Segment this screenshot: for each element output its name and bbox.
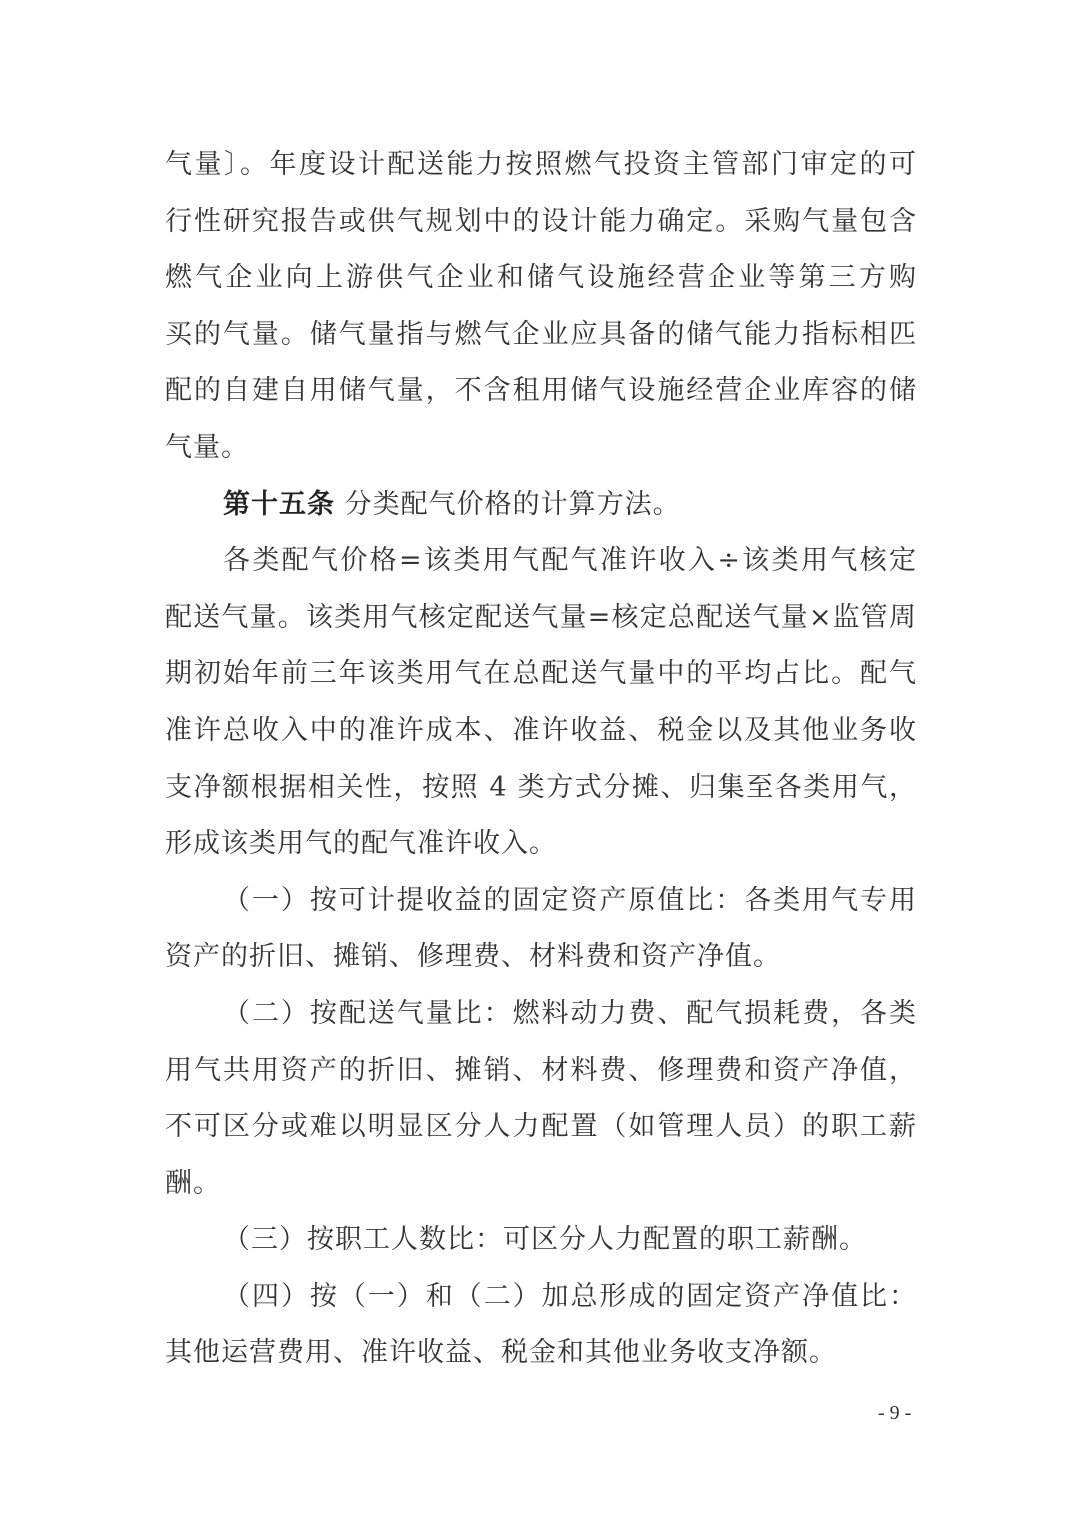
text-line: 酬。 bbox=[165, 1167, 221, 1199]
text-line: （一）按可计提收益的固定资产原值比：各类用气专用 bbox=[223, 884, 917, 916]
text-line: 准许总收入中的准许成本、准许收益、税金以及其他业务收 bbox=[165, 714, 917, 746]
text-line: 支净额根据相关性，按照 4 类方式分摊、归集至各类用气， bbox=[165, 771, 917, 803]
text-line: 配的自建自用储气量，不含租用储气设施经营企业库容的储 bbox=[165, 375, 917, 407]
text-line: 配送气量。该类用气核定配送气量=核定总配送气量×监管周 bbox=[165, 601, 917, 633]
text-line: 期初始年前三年该类用气在总配送气量中的平均占比。配气 bbox=[165, 658, 917, 690]
text-line: 各类配气价格=该类用气配气准许收入÷该类用气核定 bbox=[223, 545, 917, 577]
document-body bbox=[165, 137, 917, 1382]
text-line: 其他运营费用、准许收益、税金和其他业务收支净额。 bbox=[165, 1337, 837, 1369]
text-line: 燃气企业向上游供气企业和储气设施经营企业等第三方购 bbox=[165, 262, 917, 294]
article-number: 第十五条 bbox=[223, 488, 335, 520]
text-line: （二）按配送气量比：燃料动力费、配气损耗费，各类 bbox=[223, 997, 917, 1029]
text-line: 气量。 bbox=[165, 431, 249, 463]
text-line: （四）按（一）和（二）加总形成的固定资产净值比： bbox=[223, 1280, 917, 1312]
text-line: 不可区分或难以明显区分人力配置（如管理人员）的职工薪 bbox=[165, 1111, 917, 1143]
page-number: - 9 - bbox=[878, 1402, 912, 1424]
text-line: 气量〕。年度设计配送能力按照燃气投资主管部门审定的可 bbox=[165, 149, 917, 180]
text-line: 行性研究报告或供气规划中的设计能力确定。采购气量包含 bbox=[165, 205, 917, 237]
text-line: 买的气量。储气量指与燃气企业应具备的储气能力指标相匹 bbox=[165, 318, 917, 350]
text-line: （三）按职工人数比：可区分人力配置的职工薪酬。 bbox=[223, 1224, 867, 1256]
text-line: 资产的折旧、摊销、修理费、材料费和资产净值。 bbox=[165, 941, 781, 973]
article-heading bbox=[165, 477, 917, 534]
article-title: 分类配气价格的计算方法。 bbox=[335, 488, 681, 520]
text-line: 形成该类用气的配气准许收入。 bbox=[165, 828, 557, 860]
text-line: 用气共用资产的折旧、摊销、材料费、修理费和资产净值， bbox=[165, 1054, 917, 1086]
